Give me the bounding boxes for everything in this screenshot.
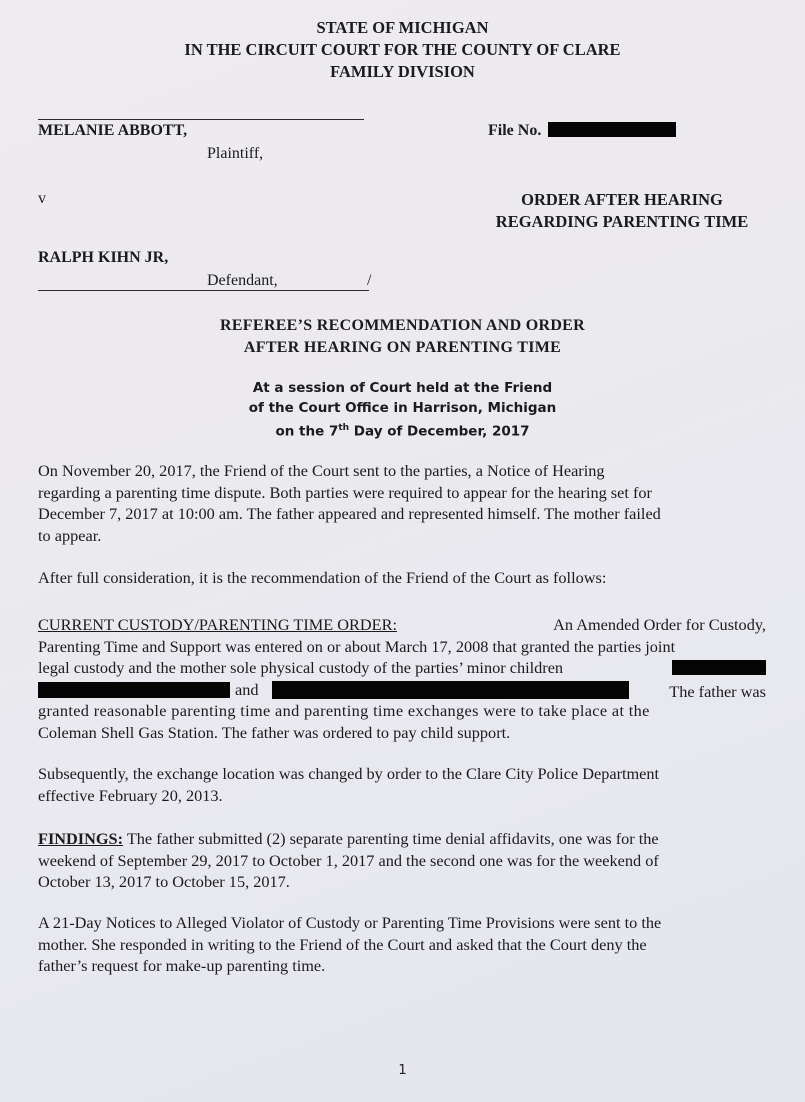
order-title-line2: REGARDING PARENTING TIME [495,212,749,231]
paragraph-consideration: After full consideration, it is the recommendation of the Friend of the Court as follows: [38,568,607,587]
court-header-division: FAMILY DIVISION [330,62,475,81]
paragraph-notice-of-hearing: On November 20, 2017, the Friend of the Court sent to the parties, a Notice of Hearing regarding a parenting time dispute. Both parties were required to appear for the hearing set for December 7, 2017 at 10:00 am. The father appeared and represented himself. The mother failed to appear. [38,461,661,545]
child-name-redaction-2 [272,681,629,699]
defendant-role: Defendant, [207,272,278,289]
caption-top-rule [38,119,364,120]
session-line2: of the Court Office in Harrison, Michigan [248,400,557,416]
session-line3: on the 7th Day of December, 2017 [275,423,530,440]
paragraph-current-custody: CURRENT CUSTODY/PARENTING TIME ORDER: An Amended Order for Custody, Parenting Time and Support was entered on or about March 17, 2008 that granted the parties joint legal custody and the mother sole physical custody of the parties’ minor children and The father was granted reasonable parenting time and parenting time exchanges were to take place at the Coleman Shell Gas Station. The father was ordered to pay child support. [38,615,766,742]
paragraph-exchange-location: Subsequently, the exchange location was changed by order to the Clare City Police Department effective February 20, 2013. [38,764,660,805]
session-statement [0,378,805,442]
referee-title-line1: REFEREE’S RECOMMENDATION AND ORDER [219,317,586,334]
referee-title-line2: AFTER HEARING ON PARENTING TIME [243,339,562,356]
child-name-redaction-1a [672,660,766,675]
plaintiff-name: MELANIE ABBOTT, [38,122,188,139]
referee-title [0,315,805,359]
order-title-line1: ORDER AFTER HEARING [521,190,723,209]
file-number [488,122,676,140]
paragraph-violator-notices: A 21-Day Notices to Alleged Violator of Custody or Parenting Time Provisions were sent to the mother. She responded in writing to the Friend of the Court and asked that the Court deny the father’s request for make-up parenting time. [38,913,662,975]
child-name-redaction-1b [38,682,230,698]
defendant-name: RALPH KIHN JR, [38,249,169,266]
court-header-court: IN THE CIRCUIT COURT FOR THE COUNTY OF CLARE [184,40,621,59]
court-header [0,17,805,83]
versus-label: v [38,190,46,207]
caption-bottom-rule [38,290,369,291]
session-line1: At a session of Court held at the Friend [252,380,553,396]
custody-heading: CURRENT CUSTODY/PARENTING TIME ORDER: [38,615,397,634]
paragraph-findings: FINDINGS: The father submitted (2) separate parenting time denial affidavits, one was for the weekend of September 29, 2017 to October 1, 2017 and the second one was for the weekend of October 13, 2017 to October 15, 2017. [38,829,659,891]
court-header-state: STATE OF MICHIGAN [316,18,489,37]
order-title [477,189,767,233]
plaintiff-role: Plaintiff, [207,145,264,162]
findings-heading: FINDINGS: [38,829,124,848]
caption-slash: / [367,272,372,289]
page-number: 1 [398,1063,407,1078]
file-number-redaction [548,122,676,137]
file-number-label: File No. [488,122,542,139]
